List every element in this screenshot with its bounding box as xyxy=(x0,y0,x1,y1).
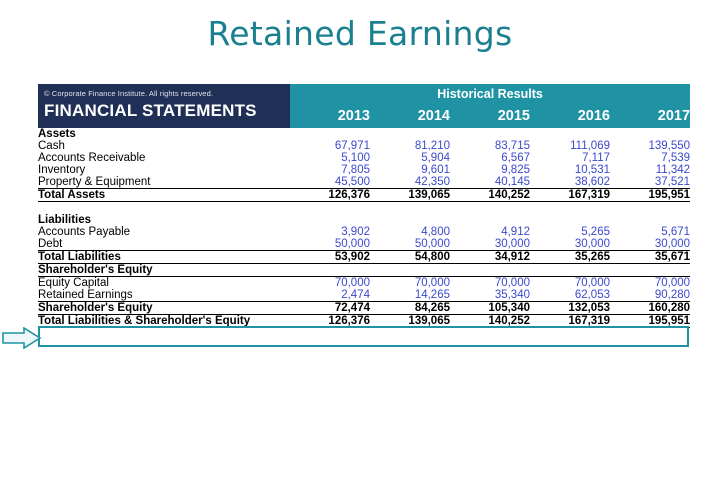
cell: 35,340 xyxy=(450,289,530,302)
cell: 140,252 xyxy=(450,315,530,328)
row-label: Total Assets xyxy=(38,189,290,202)
column-header-2013: 2013 xyxy=(290,105,370,128)
table-row-retained-earnings xyxy=(38,289,690,302)
cell: 7,117 xyxy=(582,152,610,164)
cell: 167,319 xyxy=(530,189,610,202)
cell: 160,280 xyxy=(610,302,690,315)
cell: 37,521 xyxy=(610,176,690,189)
cell: 42,350 xyxy=(370,176,450,189)
cell: 5,100 xyxy=(341,152,370,164)
cell: 4,912 xyxy=(501,226,530,238)
header-row-group xyxy=(38,84,690,105)
cell: 5,904 xyxy=(421,152,450,164)
cell xyxy=(450,264,530,277)
cell: 3,902 xyxy=(341,226,370,238)
row-label: Retained Earnings xyxy=(38,289,290,302)
row-label: Equity Capital xyxy=(38,277,109,289)
cell: 30,000 xyxy=(530,238,610,251)
cell: 139,550 xyxy=(648,140,691,152)
row-label: Shareholder's Equity xyxy=(38,302,290,315)
brand-cell xyxy=(38,84,290,128)
cell xyxy=(370,128,450,140)
row-label: Cash xyxy=(38,140,65,152)
cell: 4,800 xyxy=(421,226,450,238)
page-title: Retained Earnings xyxy=(207,14,513,53)
cell: 70,000 xyxy=(654,277,691,289)
cell: 45,500 xyxy=(290,176,370,189)
cell: 9,601 xyxy=(421,164,450,176)
cell xyxy=(290,128,370,140)
retained-earnings-highlight-box xyxy=(38,326,689,347)
cell xyxy=(370,214,450,226)
cell: 9,825 xyxy=(501,164,530,176)
cell: 126,376 xyxy=(290,315,370,328)
cell: 2,474 xyxy=(290,289,370,302)
table-row xyxy=(38,164,690,176)
cell: 14,265 xyxy=(370,289,450,302)
row-label: Debt xyxy=(38,238,290,251)
cell: 70,000 xyxy=(574,277,610,289)
cell: 105,340 xyxy=(450,302,530,315)
cell: 5,671 xyxy=(661,226,691,238)
table-row xyxy=(38,264,690,277)
cell: 11,342 xyxy=(655,164,691,176)
table-body xyxy=(38,128,690,328)
cell: 30,000 xyxy=(610,238,690,251)
cell: 84,265 xyxy=(370,302,450,315)
row-label: Accounts Receivable xyxy=(38,152,146,164)
table-header xyxy=(38,84,690,128)
table-row xyxy=(38,128,690,140)
row-label: Shareholder's Equity xyxy=(38,264,290,277)
brand-title: FINANCIAL STATEMENTS xyxy=(44,101,257,120)
cell: 38,602 xyxy=(530,176,610,189)
cell: 139,065 xyxy=(370,315,450,328)
cell xyxy=(450,128,530,140)
row-label: Liabilities xyxy=(38,214,92,226)
group-header-historical-results: Historical Results xyxy=(290,84,690,105)
cell: 90,280 xyxy=(610,289,690,302)
cell: 132,053 xyxy=(530,302,610,315)
cell: 50,000 xyxy=(290,238,370,251)
arrow-right-icon xyxy=(2,327,42,349)
row-label: Accounts Payable xyxy=(38,226,131,238)
cell xyxy=(610,214,690,226)
cell: 140,252 xyxy=(450,189,530,202)
cell xyxy=(530,214,610,226)
table-row xyxy=(38,302,690,315)
financial-statements-table xyxy=(38,84,690,328)
cell xyxy=(530,264,610,277)
row-label: Property & Equipment xyxy=(38,176,290,189)
cell xyxy=(530,128,610,140)
table-row xyxy=(38,238,690,251)
cell: 126,376 xyxy=(290,189,370,202)
cell: 167,319 xyxy=(530,315,610,328)
cell: 7,539 xyxy=(661,152,691,164)
table-row xyxy=(38,226,690,238)
cell: 54,800 xyxy=(370,251,450,264)
table-row xyxy=(38,152,690,164)
cell: 40,145 xyxy=(450,176,530,189)
cell xyxy=(450,214,530,226)
cell: 6,567 xyxy=(501,152,530,164)
table-row xyxy=(38,176,690,189)
cell: 50,000 xyxy=(370,238,450,251)
cell: 195,951 xyxy=(610,315,690,328)
cell: 35,265 xyxy=(530,251,610,264)
column-header-2017: 2017 xyxy=(610,105,690,128)
table-row xyxy=(38,251,690,264)
cell: 10,531 xyxy=(574,164,610,176)
row-label: Total Liabilities xyxy=(38,251,290,264)
cell xyxy=(290,264,370,277)
cell: 62,053 xyxy=(530,289,610,302)
cell: 81,210 xyxy=(414,140,450,152)
cell: 5,265 xyxy=(581,226,610,238)
cell: 139,065 xyxy=(370,189,450,202)
table-row xyxy=(38,315,690,328)
table-row xyxy=(38,140,690,152)
cell: 67,971 xyxy=(334,140,370,152)
table-row xyxy=(38,189,690,202)
cell: 70,000 xyxy=(494,277,530,289)
brand-copyright: © Corporate Finance Institute. All rights reserved. xyxy=(44,89,214,98)
cell: 72,474 xyxy=(290,302,370,315)
row-label: Total Liabilities & Shareholder's Equity xyxy=(38,315,290,328)
cell: 7,805 xyxy=(341,164,370,176)
table-row xyxy=(38,214,690,226)
cell: 53,902 xyxy=(290,251,370,264)
cell: 30,000 xyxy=(450,238,530,251)
column-header-2016: 2016 xyxy=(530,105,610,128)
cell xyxy=(610,128,690,140)
cell: 83,715 xyxy=(494,140,530,152)
table xyxy=(38,84,690,328)
cell: 111,069 xyxy=(570,140,610,152)
cell: 70,000 xyxy=(414,277,450,289)
column-header-2014: 2014 xyxy=(370,105,450,128)
cell: 34,912 xyxy=(450,251,530,264)
table-row xyxy=(38,277,690,290)
row-label: Inventory xyxy=(38,164,86,176)
cell xyxy=(610,264,690,277)
cell: 195,951 xyxy=(610,189,690,202)
cell xyxy=(370,264,450,277)
column-header-2015: 2015 xyxy=(450,105,530,128)
cell: 35,671 xyxy=(610,251,690,264)
cell: 70,000 xyxy=(334,277,370,289)
row-label: Assets xyxy=(38,128,76,140)
table-spacer-row xyxy=(38,202,690,215)
cell xyxy=(290,214,370,226)
